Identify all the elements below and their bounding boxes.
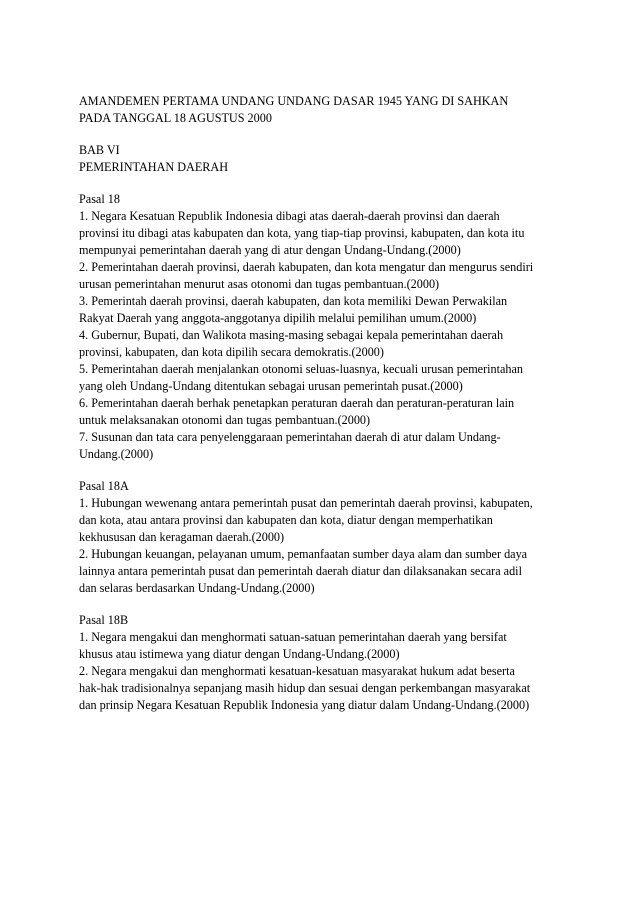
text-line: Undang.(2000) <box>79 447 154 461</box>
section-pasal-18 <box>79 191 569 463</box>
text-line: kekhususan dan keragaman daerah.(2000) <box>79 530 285 544</box>
text-line: Rakyat Daerah yang anggota-anggotanya dipilih melalui pemilihan umum.(2000) <box>79 311 477 325</box>
text-line: untuk melaksanakan otonomi dan tugas pembantuan.(2000) <box>79 413 371 427</box>
text-line: hak-hak tradisionalnya sepanjang masih hidup dan sesuai dengan perkembangan masyarakat <box>79 681 531 695</box>
text-line: provinsi itu dibagi atas kabupaten dan kota, yang tiap-tiap provinsi, kabupaten, dan kota itu <box>79 226 525 240</box>
text-line: 1. Hubungan wewenang antara pemerintah pusat dan pemerintah daerah provinsi, kabupaten, <box>79 496 533 510</box>
text-line: urusan pemerintahan menurut asas otonomi dan tugas pembantuan.(2000) <box>79 277 440 291</box>
chapter-title: PEMERINTAHAN DAERAH <box>79 160 228 174</box>
section-heading: Pasal 18B <box>79 613 129 627</box>
text-line: khusus atau istimewa yang diatur dengan Undang-Undang.(2000) <box>79 647 400 661</box>
section-heading: Pasal 18A <box>79 479 129 493</box>
text-line: 1. Negara Kesatuan Republik Indonesia dibagi atas daerah-daerah provinsi dan daerah <box>79 209 500 223</box>
chapter-number: BAB VI <box>79 143 120 157</box>
section-pasal-18b <box>79 612 569 714</box>
text-line: dan prinsip Negara Kesatuan Republik Indonesia yang diatur dalam Undang-Undang.(2000) <box>79 698 530 712</box>
text-line: 2. Pemerintahan daerah provinsi, daerah kabupaten, dan kota mengatur dan mengurus sendiri <box>79 260 534 274</box>
section-heading: Pasal 18 <box>79 192 120 206</box>
text-line: yang oleh Undang-Undang ditentukan sebagai urusan pemerintah pusat.(2000) <box>79 379 463 393</box>
text-line: 7. Susunan dan tata cara penyelenggaraan pemerintahan daerah di atur dalam Undang- <box>79 430 501 444</box>
text-line: 5. Pemerintahan daerah menjalankan otonomi seluas-luasnya, kecuali urusan pemerintahan <box>79 362 524 376</box>
text-line: 6. Pemerintahan daerah berhak penetapkan peraturan daerah dan peraturan-peraturan lain <box>79 396 515 410</box>
text-line: 4. Gubernur, Bupati, dan Walikota masing-masing sebagai kepala pemerintahan daerah <box>79 328 504 342</box>
title-line: AMANDEMEN PERTAMA UNDANG UNDANG DASAR 1945 YANG DI SAHKAN <box>79 94 509 108</box>
text-line: mempunyai pemerintahan daerah yang di atur dengan Undang-Undang.(2000) <box>79 243 461 257</box>
chapter-heading <box>79 142 569 176</box>
document-title <box>79 93 569 127</box>
section-pasal-18a <box>79 478 569 597</box>
text-line: dan kota, atau antara provinsi dan kabupaten dan kota, diatur dengan memperhatikan <box>79 513 493 527</box>
text-line: 2. Negara mengakui dan menghormati kesatuan-kesatuan masyarakat hukum adat beserta <box>79 664 515 678</box>
text-line: 1. Negara mengakui dan menghormati satuan-satuan pemerintahan daerah yang bersifat <box>79 630 507 644</box>
text-line: provinsi, kabupaten, dan kota dipilih secara demokratis.(2000) <box>79 345 384 359</box>
document-body <box>79 93 569 729</box>
text-line: 3. Pemerintah daerah provinsi, daerah kabupaten, dan kota memiliki Dewan Perwakilan <box>79 294 508 308</box>
text-line: 2. Hubungan keuangan, pelayanan umum, pemanfaatan sumber daya alam dan sumber daya <box>79 547 528 561</box>
text-line: dan selaras berdasarkan Undang-Undang.(2000) <box>79 581 315 595</box>
text-line: lainnya antara pemerintah pusat dan pemerintah daerah diatur dan dilaksanakan secara adil <box>79 564 522 578</box>
title-line: PADA TANGGAL 18 AGUSTUS 2000 <box>79 111 272 125</box>
